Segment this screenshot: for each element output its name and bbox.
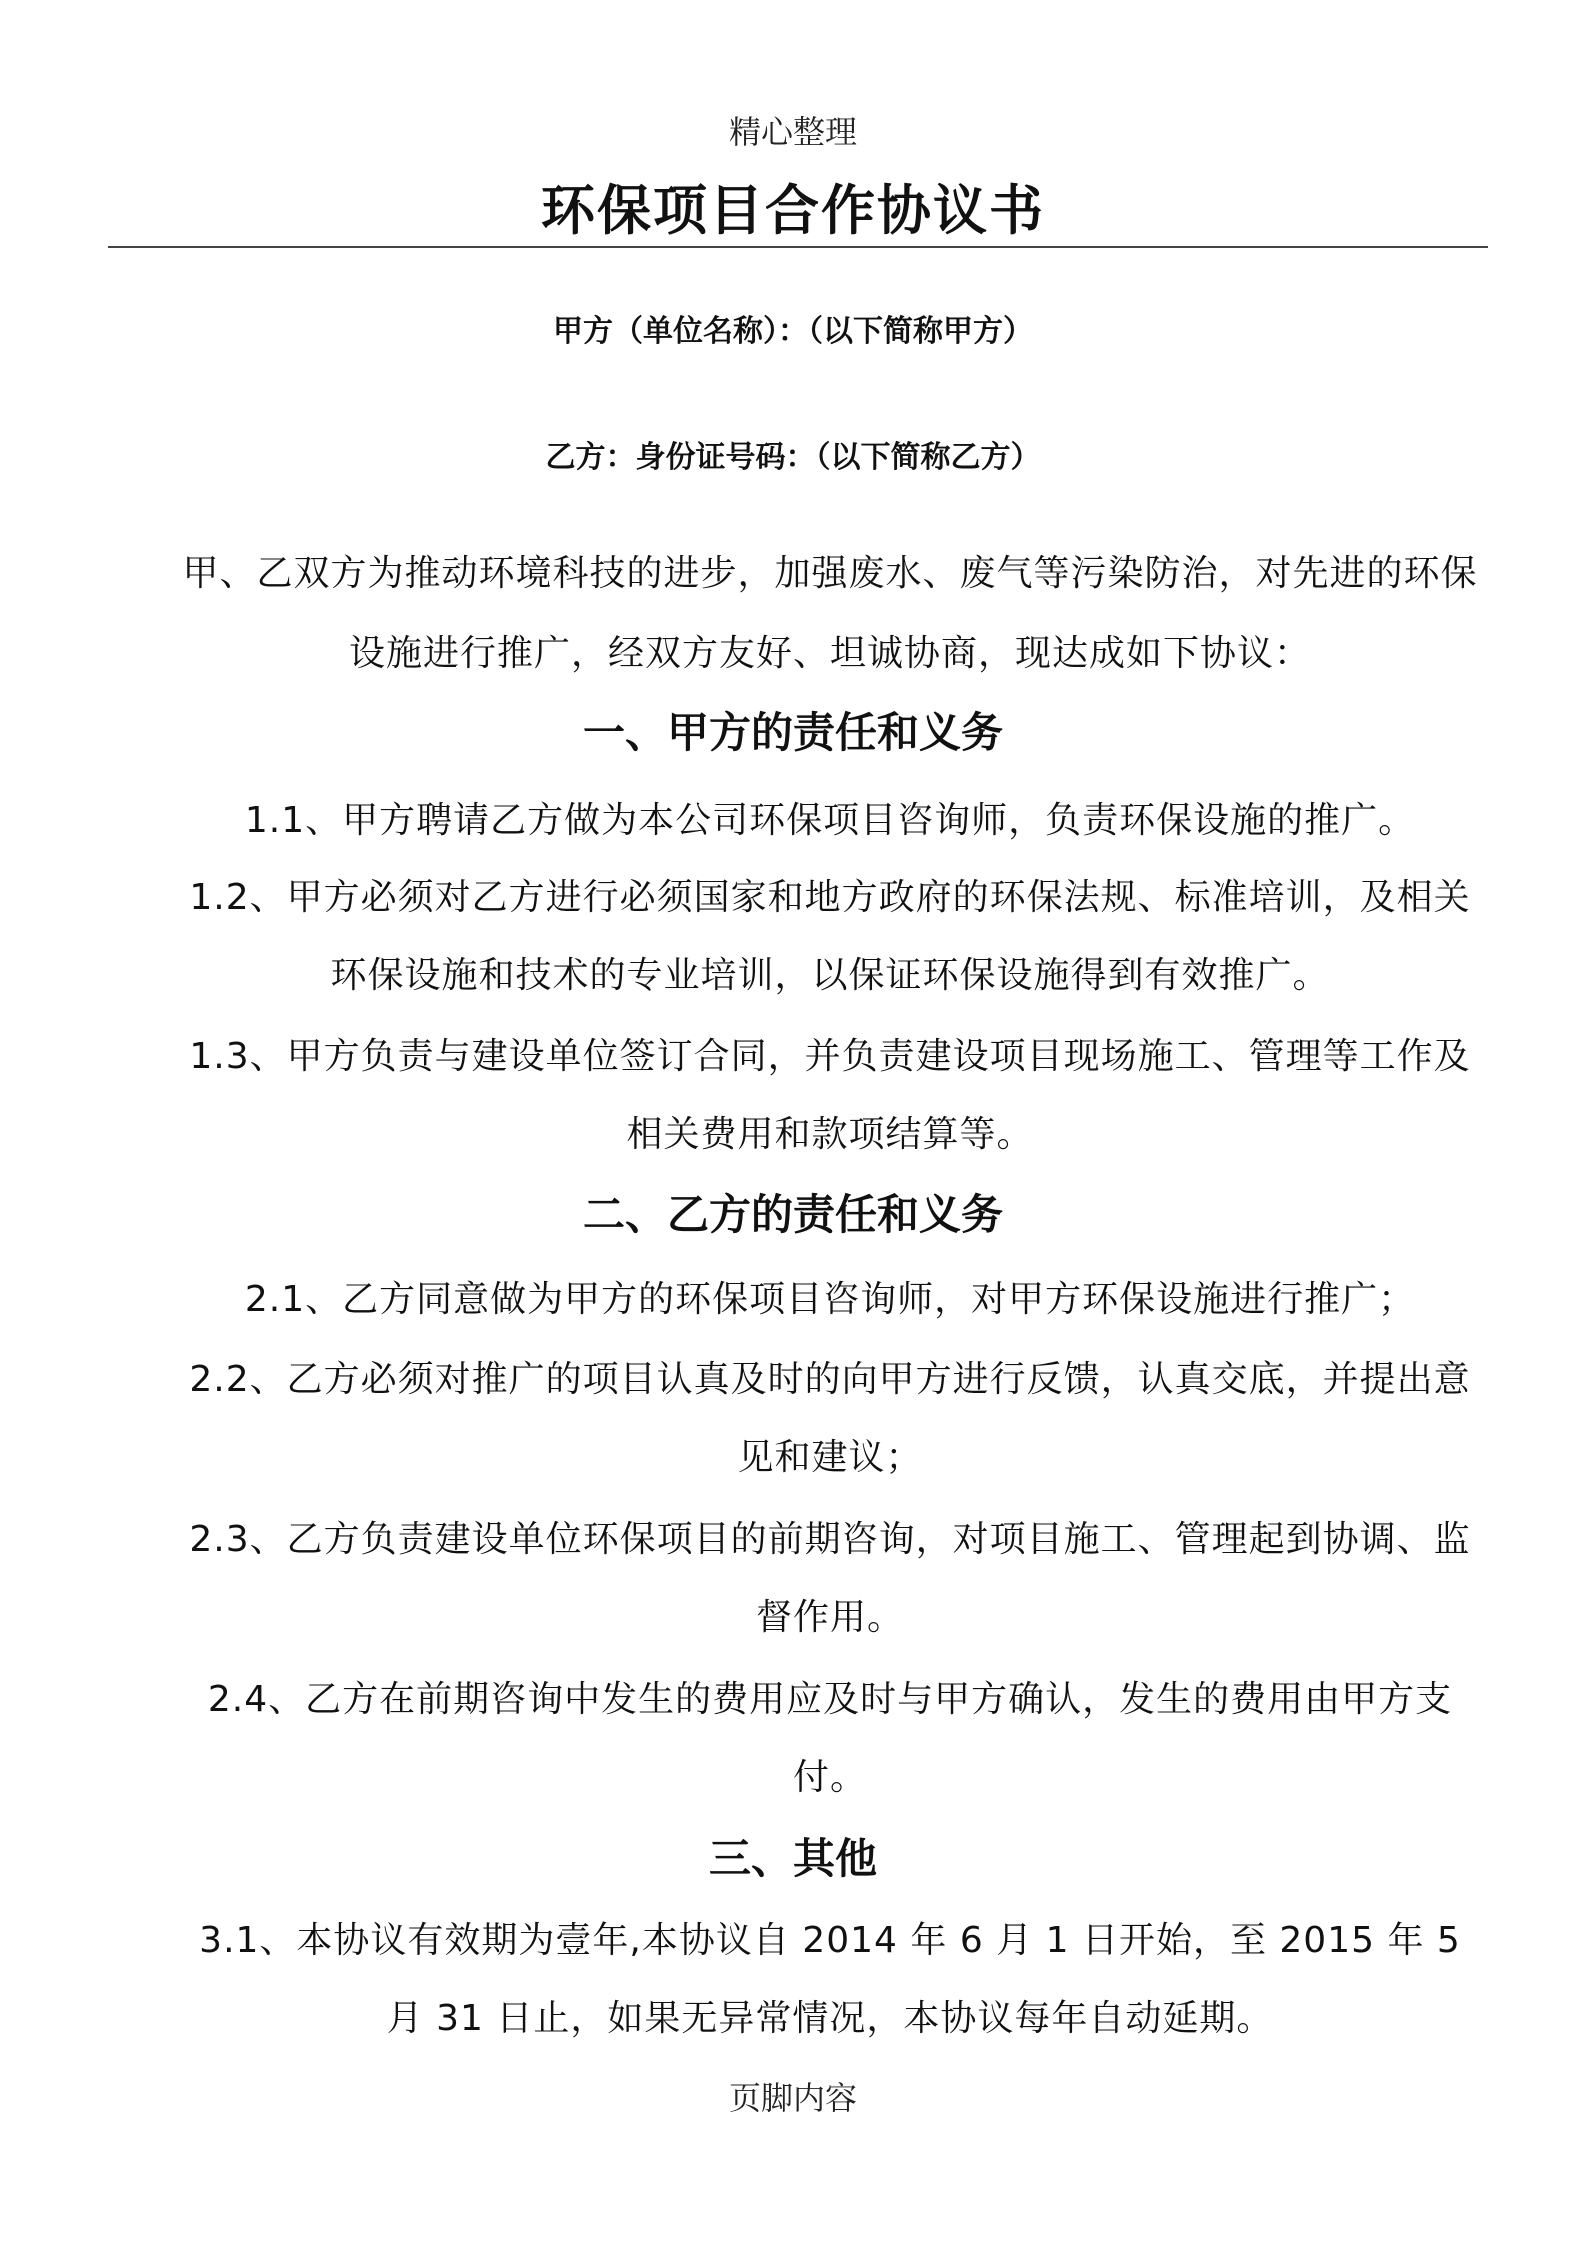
clause-2-1: 2.1、乙方同意做为甲方的环保项目咨询师，对甲方环保设施进行推广； [244, 1279, 1416, 1320]
section-heading-party-b: 二、乙方的责任和义务 [582, 1190, 1003, 1239]
clause-2-4: 2.4、乙方在前期咨询中发生的费用应及时与甲方确认，发生的费用由甲方支付。 [207, 1679, 1453, 1798]
footer-note: 页脚内容 [728, 2079, 857, 2117]
header-note: 精心整理 [728, 113, 857, 151]
clause-1-3: 1.3、甲方负责与建设单位签订合同，并负责建设项目现场施工、管理等工作及相关费用和款项结算等。 [189, 1036, 1471, 1155]
clause-1-1: 1.1、甲方聘请乙方做为本公司环保项目咨询师，负责环保设施的推广。 [244, 800, 1416, 841]
section-heading-other: 三、其他 [708, 1834, 877, 1883]
intro-paragraph: 甲、乙双方为推动环境科技的进步，加强废水、废气等污染防治，对先进的环保设施进行推广，经双方友好、坦诚协商，现达成如下协议： [182, 553, 1478, 674]
clause-3-1: 3.1、本协议有效期为壹年,本协议自 2014 年 6 月 1 日开始，至 2015 年 5 月 31 日止，如果无异常情况，本协议每年自动延期。 [199, 1920, 1461, 2039]
clause-1-2: 1.2、甲方必须对乙方进行必须国家和地方政府的环保法规、标准培训，及相关环保设施和技术的专业培训，以保证环保设施得到有效推广。 [189, 877, 1471, 996]
clause-2-2: 2.2、乙方必须对推广的项目认真及时的向甲方进行反馈，认真交底，并提出意见和建议； [189, 1359, 1471, 1478]
section-heading-party-a: 一、甲方的责任和义务 [582, 708, 1003, 757]
document-title: 环保项目合作协议书 [541, 179, 1045, 242]
title-divider [108, 246, 1488, 248]
clause-2-3: 2.3、乙方负责建设单位环保项目的前期咨询，对项目施工、管理起到协调、监督作用。 [189, 1519, 1471, 1638]
party-a-line: 甲方（单位名称）：（以下简称甲方） [553, 314, 1033, 349]
party-b-line: 乙方：身份证号码：（以下简称乙方） [545, 440, 1041, 475]
